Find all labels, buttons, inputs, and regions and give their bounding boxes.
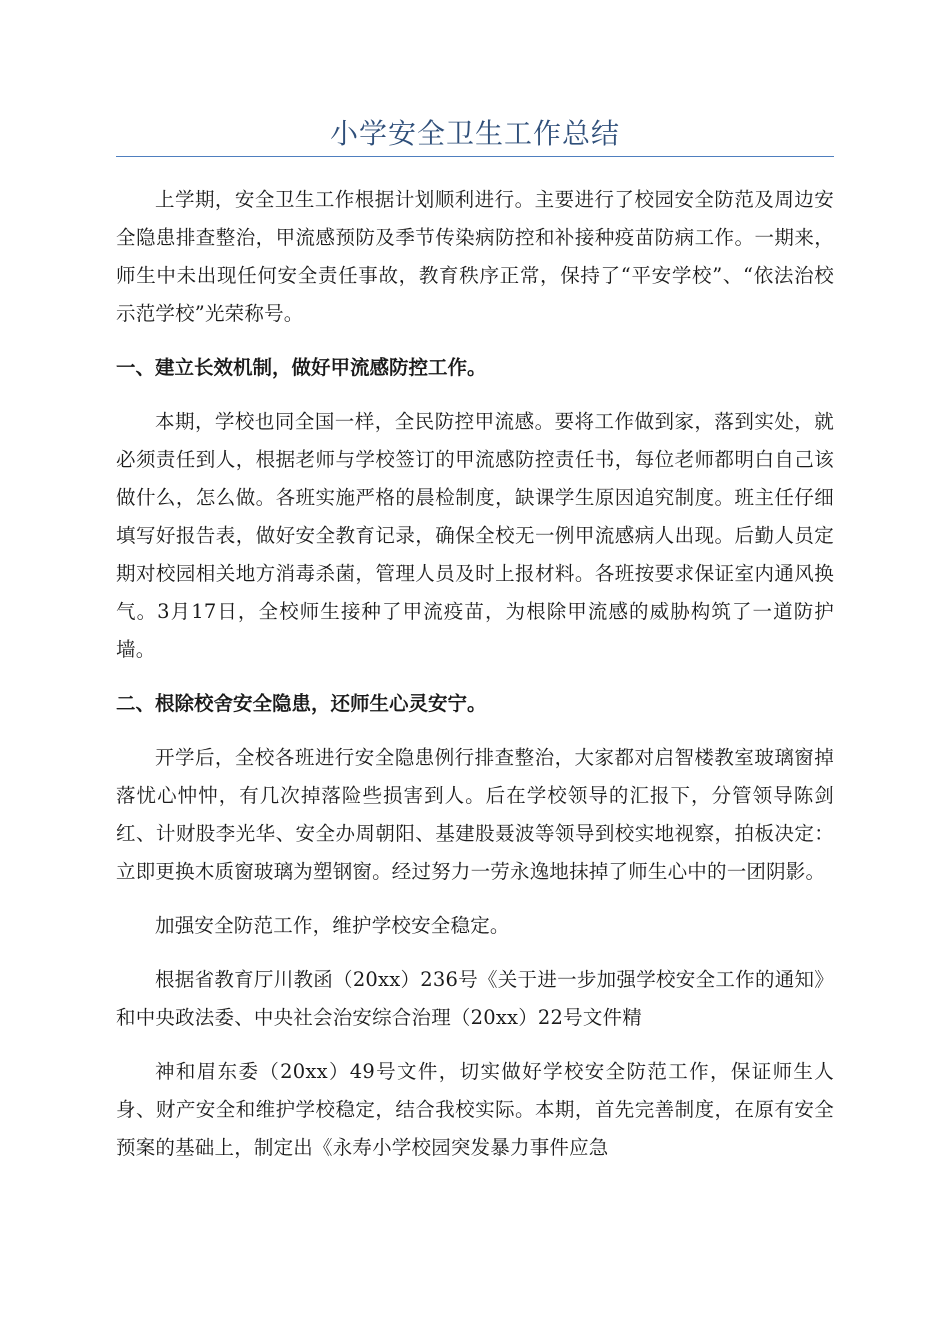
- paragraph-intro: 上学期，安全卫生工作根据计划顺利进行。主要进行了校园安全防范及周边安全隐患排查整治，甲流感预防及季节传染病防控和补接种疫苗防病工作。一期来，师生中未出现任何安全责任事故，教育秩序正常，保持了“平安学校”、“依法治校示范学校”光荣称号。: [116, 188, 834, 325]
- section-heading-1: 一、建立长效机制，做好甲流感防控工作。: [116, 356, 487, 379]
- document-body: [116, 181, 834, 1167]
- paragraph-safety-subtitle: 加强安全防范工作，维护学校安全稳定。: [155, 914, 510, 937]
- document-title: 小学安全卫生工作总结: [329, 117, 620, 150]
- paragraph-flu-prevention: 本期，学校也同全国一样，全民防控甲流感。要将工作做到家，落到实处，就必须责任到人，根据老师与学校签订的甲流感防控责任书，每位老师都明白自己该做什么，怎么做。各班实施严格的晨检制度，缺课学生原因追究制度。班主任仔细填写好报告表，做好安全教育记录，确保全校无一例甲流感病人出现。后勤人员定期对校园相关地方消毒杀菌，管理人员及时上报材料。各班按要求保证室内通风换气。3月17日，全校师生接种了甲流疫苗，为根除甲流感的威胁构筑了一道防护墙。: [116, 410, 834, 661]
- document-page: [116, 112, 834, 1167]
- paragraph-policy-reference: 根据省教育厅川教函（20xx）236号《关于进一步加强学校安全工作的通知》和中央政法委、中央社会治安综合治理（20xx）22号文件精: [116, 968, 834, 1029]
- paragraph-building-safety: 开学后，全校各班进行安全隐患例行排查整治，大家都对启智楼教室玻璃窗掉落忧心忡忡，有几次掉落险些损害到人。后在学校领导的汇报下，分管领导陈剑红、计财股李光华、安全办周朝阳、基建股聂波等领导到校实地视察，拍板决定：立即更换木质窗玻璃为塑钢窗。经过努力一劳永逸地抹掉了师生心中的一团阴影。: [116, 746, 834, 883]
- section-heading-2: 二、根除校舍安全隐患，还师生心灵安宁。: [116, 692, 487, 715]
- paragraph-policy-continued: 神和眉东委（20xx）49号文件，切实做好学校安全防范工作，保证师生人身、财产安全和维护学校稳定，结合我校实际。本期，首先完善制度，在原有安全预案的基础上，制定出《永寿小学校园突发暴力事件应急: [116, 1060, 834, 1159]
- title-underline: [116, 156, 834, 157]
